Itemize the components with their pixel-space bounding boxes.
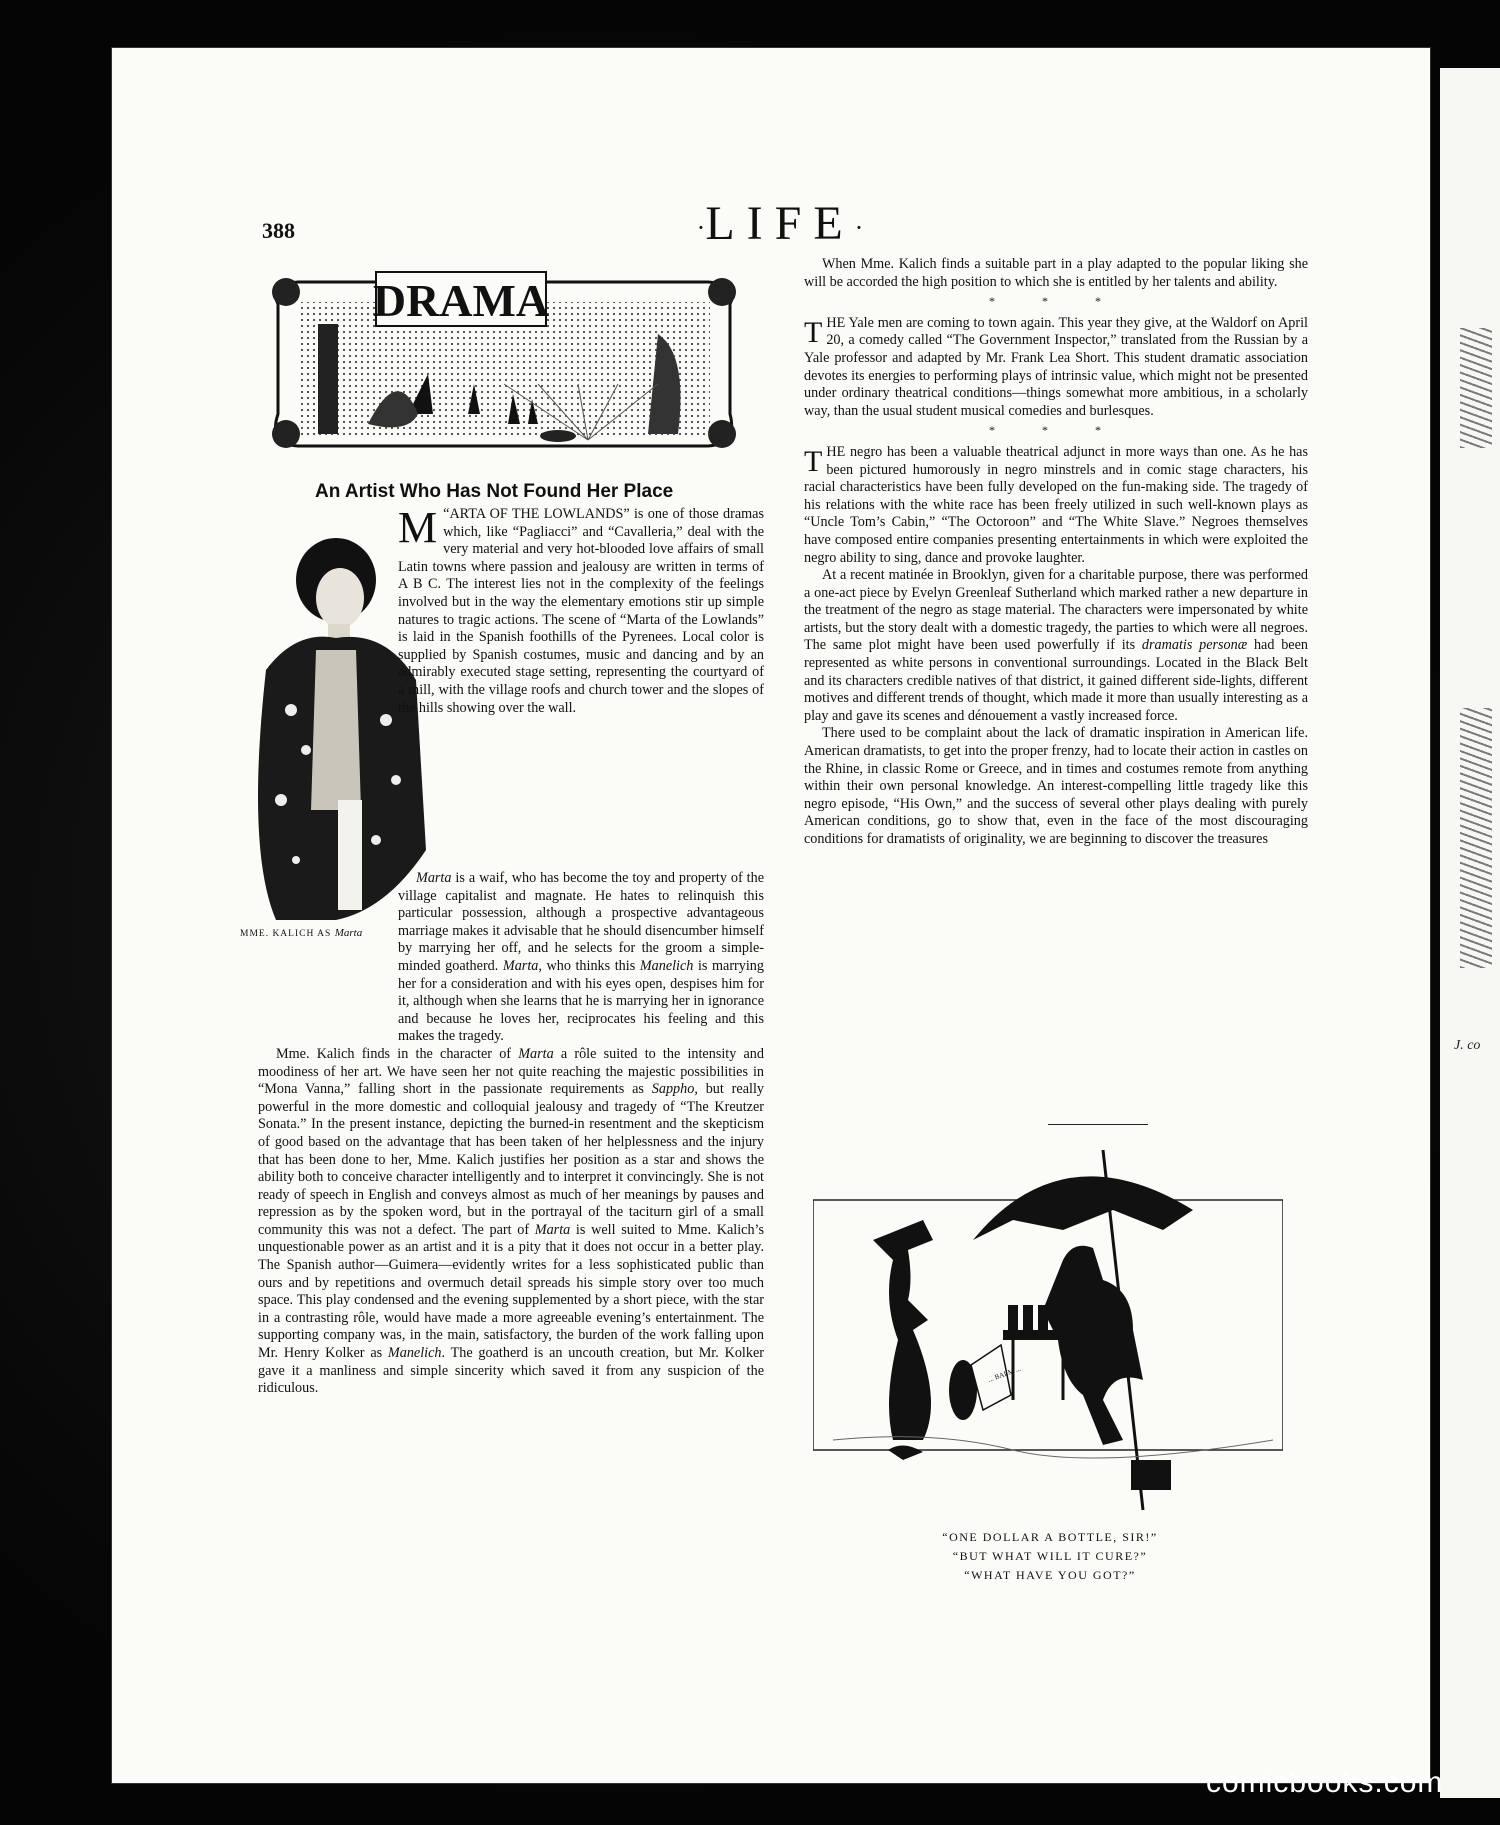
italic-role: Manelich [387, 1345, 442, 1362]
italic-role: Marta [502, 957, 539, 974]
article-paragraph: There used to be complaint about the lack of dramatic inspiration in American life. American dramatists, to get into the proper frenzy, had to locate their action in castles on the Rhine, in classic Rome or Greece, and in times and costumes remote from anything within their own personal knowledge. An interest-compelling little tragedy like this negro episode, “His Own,” and the success of several other plays dealing with purely American conditions, go to show that, even in the face of the most discouraging conditions for dramatists of originality, we are beginning to discover the treasures [804, 725, 1308, 847]
paragraph-text: . The goatherd is an uncouth creation, but Mr. Kolker gave it a manliness and simple sincerity which saved it from any suspicion of the ridiculous. [258, 1345, 764, 1397]
italic-role: Marta [416, 870, 452, 886]
article-paragraph [258, 1046, 764, 1398]
drama-banner-illustration [258, 264, 750, 459]
paragraph-text: is a waif, who has become the toy and property of the village capitalist and magnate. He hates to relinquish this particular possession, although a prospective advantageous marriage makes it advisable that he should disencumber himself by marrying her off, and he selects for the groom a simple-minded goatherd. [398, 870, 764, 974]
silhouette-cartoon [813, 1140, 1283, 1520]
italic-role: Marta [518, 1045, 554, 1062]
right-column [804, 256, 1308, 849]
cartoon-caption-line: “WHAT HAVE YOU GOT?” [964, 1568, 1136, 1582]
drama-banner-svg [258, 264, 750, 459]
article-paragraph [804, 444, 1308, 567]
masthead [660, 196, 900, 251]
column-end-rule [1048, 1124, 1148, 1125]
article-paragraph [398, 870, 764, 1046]
paragraph-text: ARTA OF THE LOWLANDS” is one of those dramas which, like “Pagliacci” and “Cavalleria,” deal with the very material and very hot-blooded love affairs of small Latin towns where passion and jealousy are written in terms of A B C. The interest lies not in the complexity of the feelings involved but in the way the elementary emotions stir up simple natures to tragic actions. The scene of “Marta of the Lowlands” is laid in the Spanish foothills of the Pyrenees. Local color is supplied by Spanish costumes, music and dancing and by an admirably executed stage setting, representing the courtyard of a mill, with the village roofs and church tower and the slopes of the hills showing over the wall. [398, 506, 764, 716]
italic-phrase: dramatis personæ [1141, 637, 1248, 654]
banner-title: DRAMA [372, 275, 550, 326]
adjacent-illustration-fragment [1460, 708, 1492, 968]
cartoon-svg [813, 1140, 1283, 1520]
drop-cap: T [804, 315, 823, 349]
portrait-caption-role: Marta [334, 927, 363, 939]
cartoon-caption [880, 1528, 1220, 1585]
adjacent-signature: J. co [1454, 1038, 1481, 1053]
article-paragraph [804, 315, 1308, 421]
paragraph-text: had been represented as white persons in conventional surroundings. Located in the Black Belt and its characters credible natives of that district, it gained different side-lights, different motives and different trends of thought, which made it more than usually interesting as a play and gave its scenes and dénouement a vastly increased force. [804, 637, 1308, 724]
article-paragraph: When Mme. Kalich finds a suitable part in a play adapted to the popular liking she will be accorded the high position to which she is entitled by her talents and ability. [804, 256, 1308, 290]
drop-cap: M [398, 503, 438, 552]
section-divider-stars: * * * [989, 294, 1123, 309]
adjacent-page-strip [1440, 68, 1500, 1798]
adjacent-illustration-fragment [1460, 328, 1492, 448]
section-divider-stars: * * * [989, 423, 1123, 438]
cartoon-sign-text: ... BALM ... [986, 1364, 1022, 1384]
italic-role: Manelich [639, 957, 694, 974]
left-column-bottom [258, 870, 764, 1398]
paragraph-text: is marrying her for a consideration and with his eyes open, despises him for it, although when she learns that he is marrying her in ignorance and because he loves her, reciprocates his feeling and this makes the tragedy. [398, 957, 764, 1045]
article-paragraph [804, 567, 1308, 725]
masthead-dot: · [854, 212, 864, 242]
paragraph-text: Mme. Kalich finds in the character of [276, 1045, 519, 1062]
masthead-dot: · [696, 212, 706, 242]
portrait-caption-prefix: MME. KALICH AS [240, 929, 332, 939]
left-column-top [398, 503, 764, 717]
paragraph-text: a rôle suited to the intensity and moodiness of her art. We have seen her not quite reaching the majestic possibilities in “Mona Vanna,” falling short in the passionate requirements as [258, 1045, 764, 1098]
italic-role: Marta [534, 1221, 571, 1238]
italic-role: Sappho [651, 1081, 695, 1098]
paragraph-text: , but really powerful in the more domestic and colloquial jealousy and tragedy of “The Kreutzer Sonata.” In the present instance, depicting the burned-in resentment and the skepticism of good based on the advantage that has been taken of her helplessness and the injury that has been done to her, Mme. Kalich justifies her position as a star and shows the ability both to conceive character intelligently and to interpret it convincingly. She is not ready of speech in English and conveys almost as much of her meanings by pauses and repression as by the spoken word, but in the portrayal of the taciturn girl of a small community this was not a defect. The part of [258, 1081, 764, 1238]
paragraph-text: HE Yale men are coming to town again. This year they give, at the Waldorf on April 20, a comedy called “The Government Inspector,” translated from the Russian by a Yale professor and adapted by Mr. Frank Lea Short. This student dramatic association devotes its energies to performing plays of intrinsic value, which might not be presented under ordinary theatrical conditions—things somewhat more ambitious, in a scholarly way, than the usual student musical comedies and burlesques. [804, 314, 1308, 419]
paragraph-text: is well suited to Mme. Kalich’s unquestionable power as an artist and it is a pity that it does not occur in a better play. The Spanish author—Guimera—evidently writes for a less sophisticated public than ours and by repetitions and overmuch detail spreads his simple story over too much space. This play condensed and the evening supplemented by a short piece, with the star in a contrasting rôle, would have made a more agreeable evening’s entertainment. The supporting company was, in the main, satisfactory, the burden of the work falling upon Mr. Henry Kolker as [258, 1221, 764, 1362]
watermark: comicbooks.com [1206, 1766, 1444, 1799]
masthead-title: LIFE [705, 197, 855, 250]
page-number: 388 [262, 218, 295, 243]
article-paragraph [398, 503, 764, 717]
cartoon-caption-line: “ONE DOLLAR A BOTTLE, SIR!” [942, 1530, 1158, 1544]
paragraph-text: HE negro has been a valuable theatrical adjunct in more ways than one. As he has been pictured humorously in negro minstrels and in comic stage characters, his racial characteristics have been fully developed on the fun-making side. The tragedy of his relations with the white race has been freely utilized in such well-known plays as “Uncle Tom’s Cabin,” “The Octoroon” and “The White Slave.” Negroes themselves have composed entire companies presenting entertainments in which were exploited the negro ability to sing, dance and provoke laughter. [804, 443, 1308, 566]
cartoon-caption-line: “BUT WHAT WILL IT CURE?” [952, 1549, 1148, 1563]
drop-cap: T [804, 444, 823, 478]
open-quote: “ [443, 506, 450, 522]
paragraph-text: At a recent matinée in Brooklyn, given for a charitable purpose, there was performed a one-act piece by Evelyn Greenleaf Sutherland which marked rather a new departure in the treatment of the negro as stage material. The characters were impersonated by white artists, but the story dealt with a domestic tragedy, the parties to which were all negroes. The same plot might have been used powerfully if its [804, 567, 1308, 654]
section-title: An Artist Who Has Not Found Her Place [315, 481, 674, 502]
paragraph-text: , who thinks this [538, 957, 640, 974]
